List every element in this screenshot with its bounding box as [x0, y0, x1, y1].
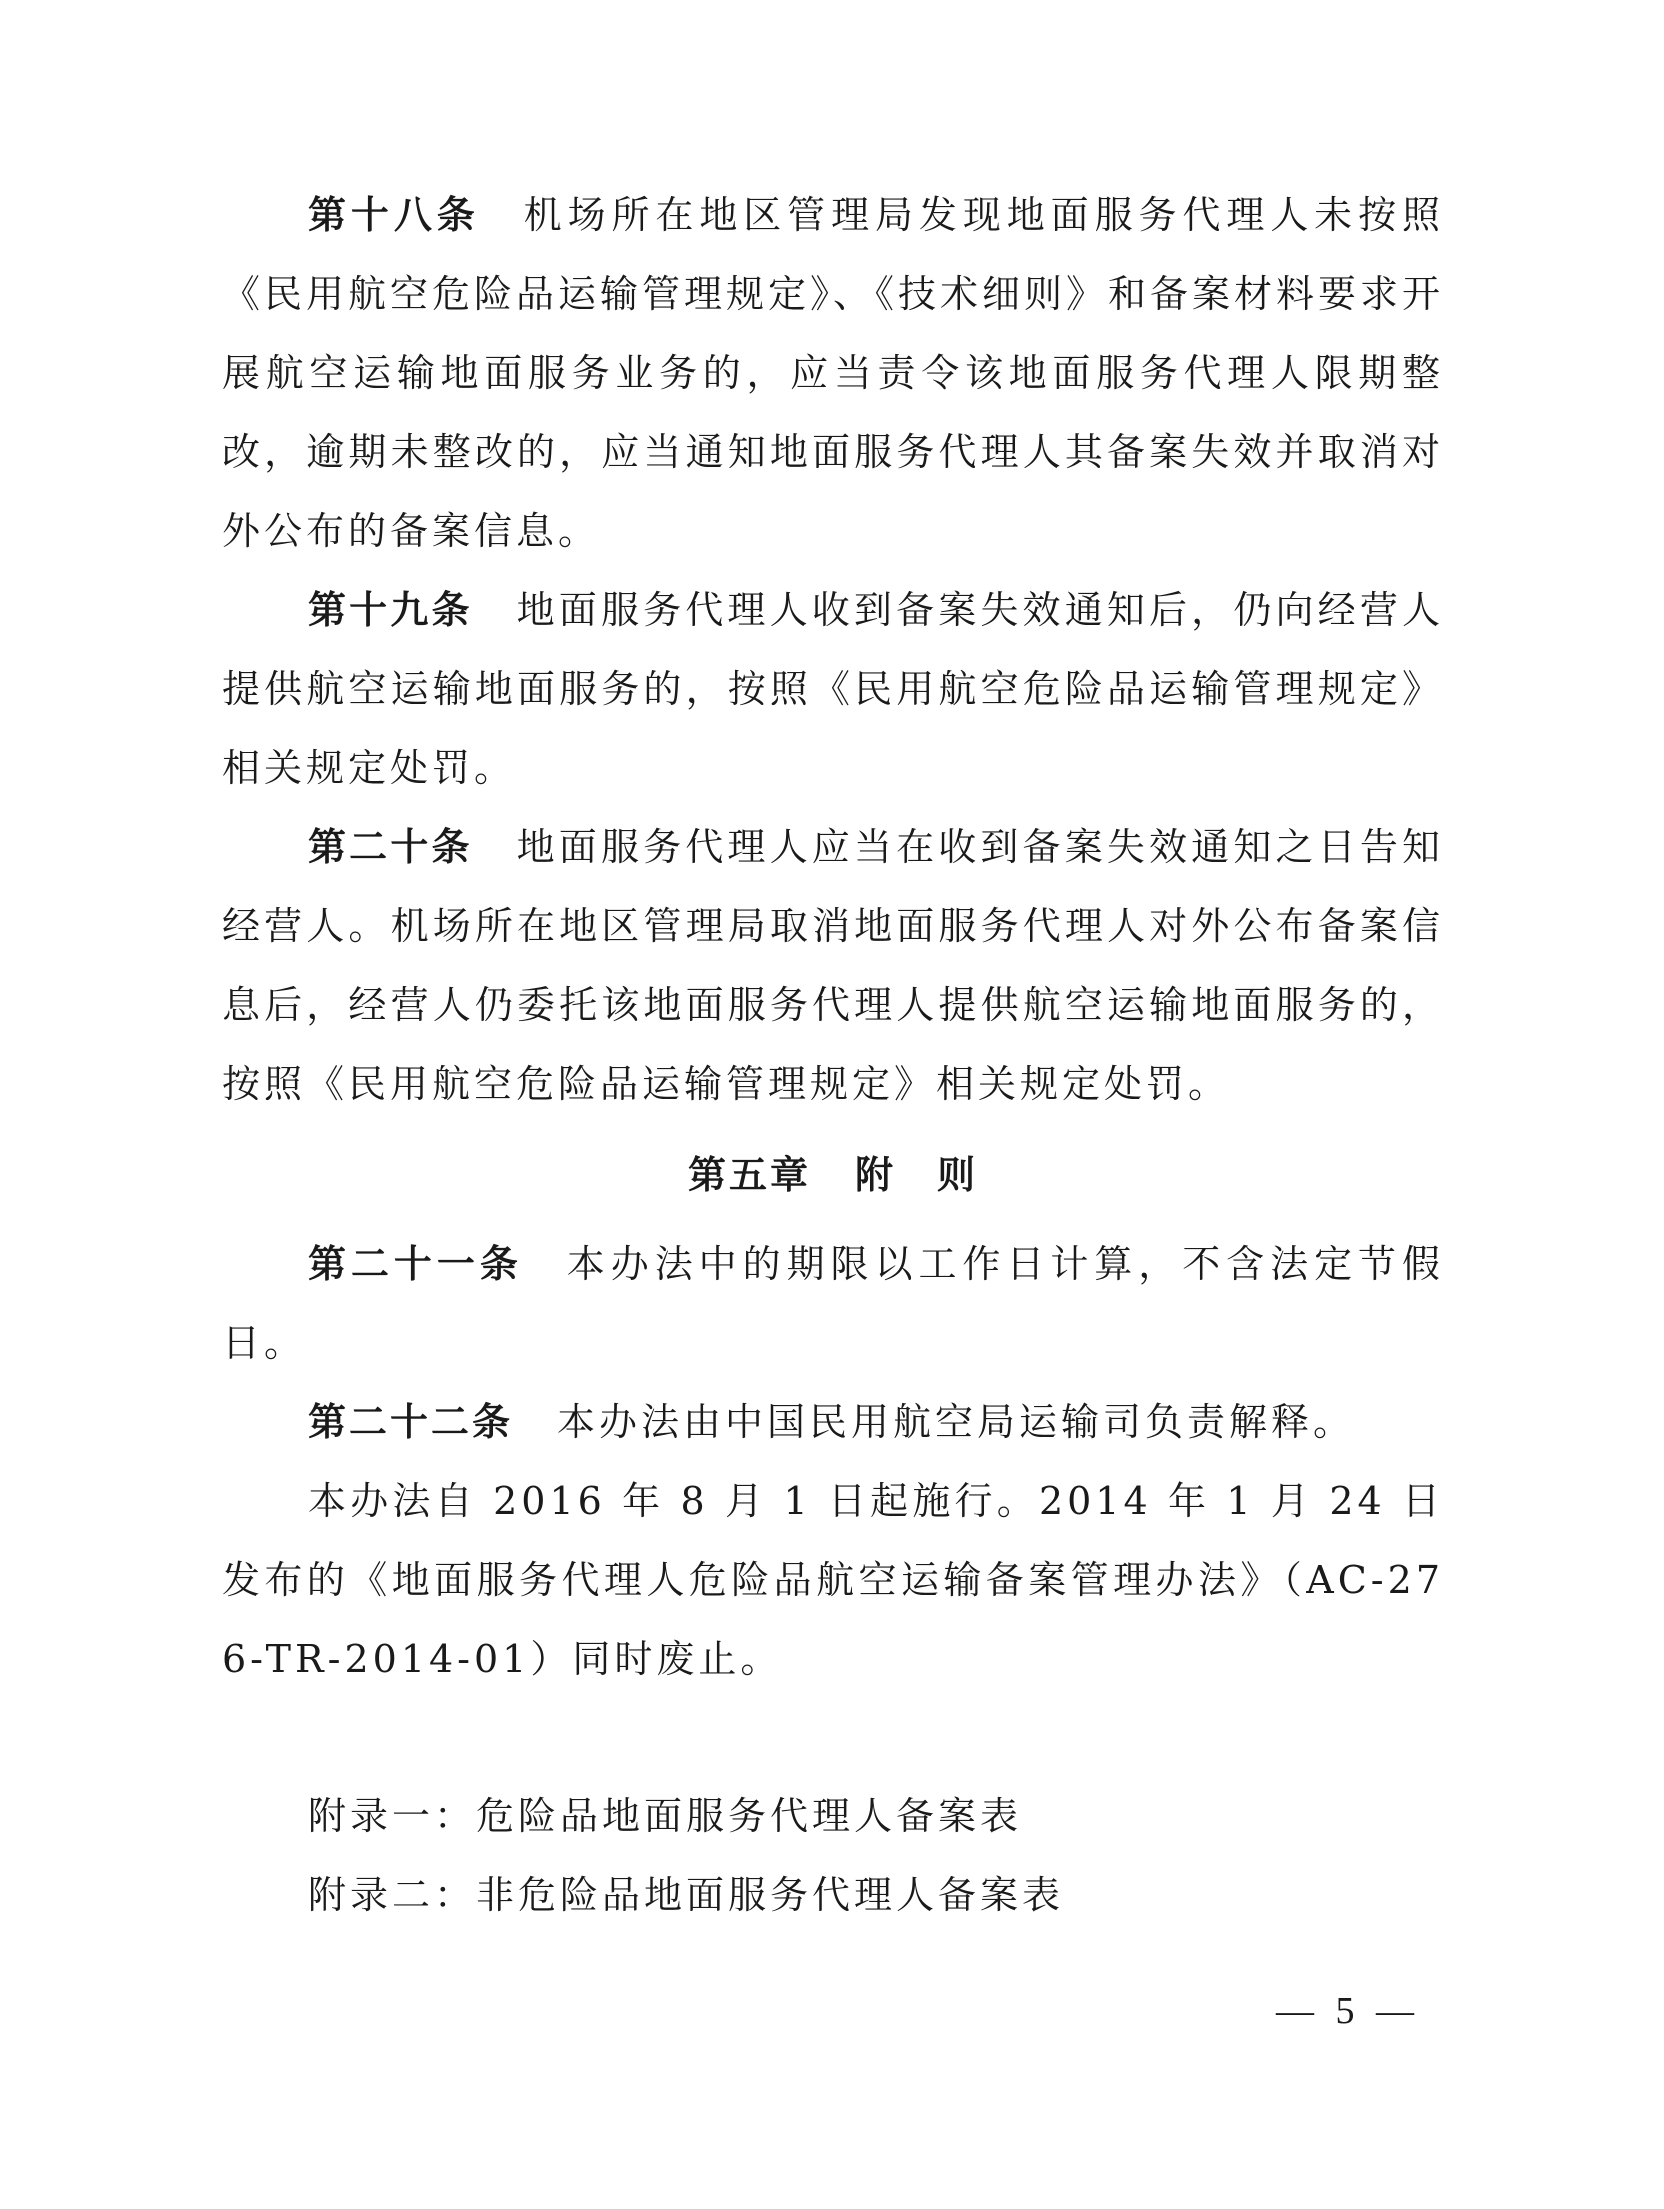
article-body: 本办法中的期限以工作日计算，不含法定节假日。: [222, 1242, 1444, 1365]
article-body: 本办法由中国民用航空局运输司负责解释。: [557, 1400, 1356, 1444]
appendix-list: [222, 1777, 1444, 1935]
article-heading: 第二十二条: [308, 1400, 514, 1444]
appendix-item: 附录二：非危险品地面服务代理人备案表: [308, 1873, 1065, 1917]
article-heading: 第十八条: [308, 193, 480, 237]
article-heading: 第十九条: [308, 588, 473, 632]
document-page: [222, 176, 1444, 1935]
page-number: — 5 —: [1276, 1990, 1420, 2032]
article-19: [222, 571, 1444, 808]
article-18: [222, 176, 1444, 571]
article-heading: 第二十一条: [308, 1242, 523, 1286]
chapter-heading: [222, 1124, 1444, 1225]
chapter-number: 第五章: [687, 1153, 811, 1197]
article-body: 地面服务代理人应当在收到备案失效通知之日告知经营人。机场所在地区管理局取消地面服务代理人对外公布备案信息后，经营人仍委托该地面服务代理人提供航空运输地面服务的，按照《民用航空危险品运输管理规定》相关规定处罚。: [222, 825, 1444, 1106]
article-20: [222, 808, 1444, 1124]
article-body: 机场所在地区管理局发现地面服务代理人未按照《民用航空危险品运输管理规定》、《技术细则》和备案材料要求开展航空运输地面服务业务的，应当责令该地面服务代理人限期整改，逾期未整改的，应当通知地面服务代理人其备案失效并取消对外公布的备案信息。: [222, 193, 1445, 553]
article-22: [222, 1383, 1444, 1462]
chapter-title: 附 则: [855, 1153, 979, 1197]
appendix-item: 附录一：危险品地面服务代理人备案表: [308, 1794, 1023, 1838]
article-body: 地面服务代理人收到备案失效通知后，仍向经营人提供航空运输地面服务的，按照《民用航空危险品运输管理规定》相关规定处罚。: [222, 588, 1444, 790]
article-heading: 第二十条: [308, 825, 473, 869]
article-21: [222, 1225, 1444, 1383]
effective-clause: 本办法自 2016 年 8 月 1 日起施行。2014 年 1 月 24 日发布的《地面服务代理人危险品航空运输备案管理办法》（AC-276-TR-2014-01）同时废止。: [222, 1479, 1444, 1681]
